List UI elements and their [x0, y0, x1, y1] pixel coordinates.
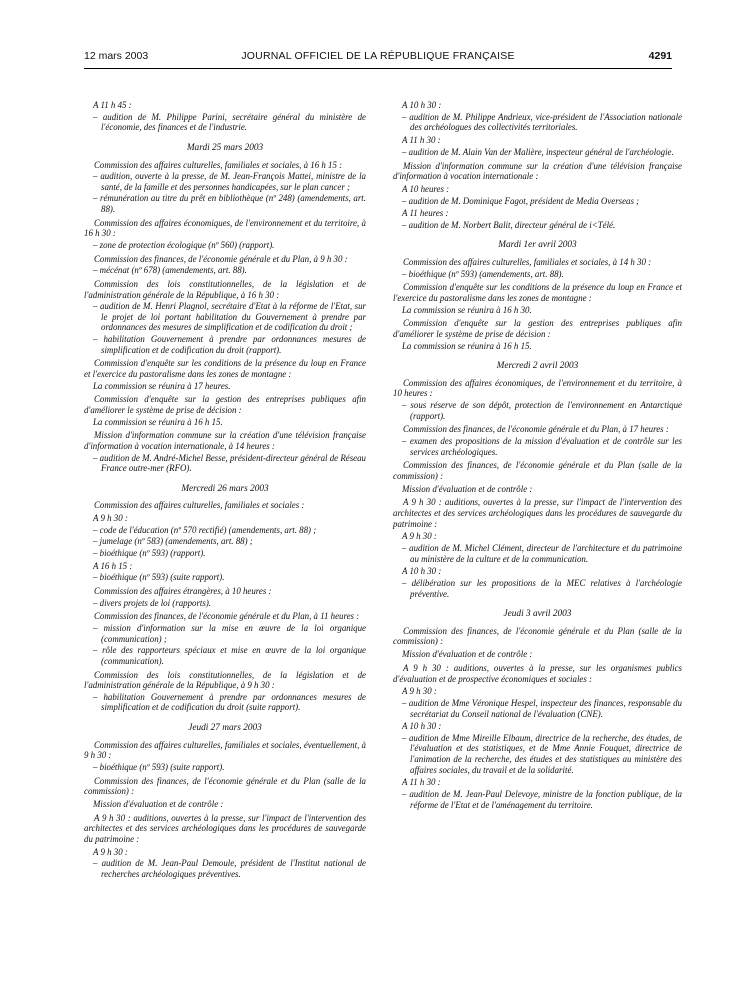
commission-paragraph: Commission d'enquête sur les conditions de la présence du loup en France et l'exercice du pastoralisme dans les zones de montagne : [393, 282, 682, 304]
commission-paragraph: A 9 h 30 : auditions, ouvertes à la presse, sur l'impact de l'intervention des architectes et des services archéologiques dans les procédures de sauvegarde du patrimoine : [393, 497, 682, 529]
time-line: A 10 heures : [402, 183, 450, 194]
commission-paragraph: Commission des affaires étrangères, à 10 heures : [94, 586, 272, 597]
agenda-line: La commission se réunira à 16 h 15. [402, 340, 532, 351]
agenda-item: – audition de M. André-Michel Besse, président-directeur général de Réseau France outre-mer (RFO). [93, 452, 366, 474]
agenda-item: – habilitation Gouvernement à prendre par ordonnances mesures de simplification et de codification du droit (suite rapport). [93, 691, 366, 713]
agenda-item: – audition de M. Henri Plagnol, secrétaire d'Etat à la réforme de l'Etat, sur le projet de loi portant habilitation du Gouvernement à prendre par ordonnances des mesures de simplification et de codification du droit ; [93, 301, 366, 333]
agenda-item: – habilitation Gouvernement à prendre par ordonnances mesures de simplification et de codification du droit (rapport). [93, 334, 366, 355]
commission-paragraph: A 9 h 30 : auditions, ouvertes à la presse, sur l'impact de l'intervention des architectes et des services archéologiques dans les procédures de sauvegarde du patrimoine : [84, 812, 366, 844]
agenda-item: – sous réserve de son dépôt, protection de l'environnement en Antarctique (rapport). [402, 399, 682, 421]
commission-paragraph: Commission des lois constitutionnelles, de la législation et de l'administration générale de la République, à 16 h 30 : [84, 279, 366, 300]
time-line: A 9 h 30 : [402, 686, 437, 697]
agenda-item: – mission d'information sur la mise en œuvre de la loi organique (communication) ; [93, 623, 366, 644]
commission-paragraph: Commission des lois constitutionnelles, de la législation et de l'administration générale de la République, à 9 h 30 : [84, 669, 366, 691]
commission-paragraph: Commission des finances, de l'économie générale et du Plan, à 11 heures : [94, 611, 360, 622]
running-header [84, 50, 672, 66]
agenda-line: La commission se réunira à 16 h 30. [402, 304, 532, 315]
header-rule [84, 68, 672, 69]
agenda-item: – audition de M. Michel Clément, directeur de l'architecture et du patrimoine au ministère de la culture et de la communication. [402, 543, 682, 564]
agenda-line: – bioéthique (nº 593) (rapport). [93, 547, 206, 558]
date-heading: Jeudi 3 avril 2003 [503, 609, 572, 620]
commission-paragraph: Commission des finances, de l'économie générale et du Plan (salle de la commission) : [393, 460, 682, 481]
time-line: A 9 h 30 : [402, 531, 437, 542]
commission-paragraph: Mission d'information commune sur la création d'une télévision française d'information à vocation internationale, à 14 heures : [84, 430, 366, 451]
commission-paragraph: Commission des finances, de l'économie générale et du Plan, à 9 h 30 : [94, 253, 348, 264]
date-heading: Mardi 1er avril 2003 [498, 240, 577, 251]
commission-paragraph: Commission des affaires culturelles, familiales et sociales, à 16 h 15 : [94, 159, 343, 170]
agenda-item: – audition de M. Philippe Andrieux, vice-président de l'Association nationale des archéologues des collectivités territoriales. [402, 111, 682, 133]
right-column [393, 98, 682, 810]
commission-paragraph: Commission d'enquête sur la gestion des entreprises publiques afin d'améliorer le système de prise de décision : [393, 318, 682, 339]
agenda-line: – mécénat (nº 678) (amendements, art. 88). [93, 265, 247, 276]
agenda-item: – audition de Mme Mireille Elbaum, directrice de la recherche, des études, de l'évaluation et des statistiques, et de Mme Annie Fouquet, directrice de l'animation de la recherche, des études et des statistiques au ministère des affaires sociales, du travail et de la solidarité. [402, 732, 682, 775]
date-heading: Mercredi 2 avril 2003 [496, 361, 579, 372]
header-date: 12 mars 2003 [84, 50, 149, 62]
time-line: A 11 heures : [402, 208, 449, 219]
agenda-item: – audition de M. Norbert Balit, directeur général de i<Télé. [402, 219, 616, 230]
commission-paragraph: A 9 h 30 : auditions, ouvertes à la presse, sur les organismes publics d'évaluation et de prospective économiques et sociales : [393, 662, 682, 684]
commission-paragraph: Commission des affaires économiques, de l'environnement et du territoire, à 16 h 30 : [84, 217, 366, 239]
commission-paragraph: Commission d'enquête sur les conditions de la présence du loup en France et l'exercice du pastoralisme dans les zones de montagne : [84, 358, 366, 379]
agenda-item: – audition de M. Alain Van der Malière, inspecteur général de l'archéologie. [402, 146, 674, 157]
agenda-line: – bioéthique (nº 593) (suite rapport). [93, 572, 225, 583]
left-column [84, 98, 366, 879]
agenda-item: – audition de M. Jean-Paul Demoule, président de l'Institut national de recherches archéologiques préventives. [93, 858, 366, 879]
date-heading: Mercredi 26 mars 2003 [181, 483, 269, 494]
agenda-item: – audition de M. Jean-Paul Delevoye, ministre de la fonction publique, de la réforme de l'Etat et de l'aménagement du territoire. [402, 789, 682, 810]
agenda-line: – zone de protection écologique (nº 560) (rapport). [93, 239, 275, 250]
time-line: A 11 h 30 : [402, 777, 441, 788]
agenda-item: – audition de M. Dominique Fagot, président de Media Overseas ; [402, 195, 640, 206]
agenda-line: – bioéthique (nº 593) (suite rapport). [93, 761, 225, 772]
agenda-line: – code de l'éducation (nº 570 rectifié) (amendements, art. 88) ; [93, 524, 317, 535]
time-line: Mission d'évaluation et de contrôle : [402, 483, 533, 494]
time-line: A 11 h 30 : [402, 135, 441, 146]
time-line: A 10 h 30 : [402, 721, 442, 732]
date-heading: Mardi 25 mars 2003 [186, 142, 264, 153]
agenda-item: – délibération sur les propositions de la MEC relatives à l'archéologie préventive. [402, 578, 682, 599]
time-line: A 9 h 30 : [93, 513, 128, 524]
commission-paragraph: Commission des affaires culturelles, familiales et sociales, à 14 h 30 : [403, 257, 652, 268]
agenda-item: – audition de M. Philippe Parini, secrétaire général du ministère de l'économie, des finances et de l'industrie. [93, 111, 366, 133]
agenda-item: – audition, ouverte à la presse, de M. Jean-François Mattei, ministre de la santé, de la famille et des personnes handicapées, sur le plan cancer ; [93, 171, 366, 192]
commission-paragraph: Commission des affaires culturelles, familiales et sociales, éventuellement, à 9 h 30 : [84, 739, 366, 761]
commission-paragraph: Commission des finances, de l'économie générale et du Plan (salle de la commission) : [84, 775, 366, 797]
time-line: Mission d'évaluation et de contrôle : [402, 649, 533, 660]
time-line: A 16 h 15 : [93, 560, 133, 571]
journal-title: JOURNAL OFFICIEL DE LA RÉPUBLIQUE FRANÇAISE [241, 50, 515, 62]
agenda-line: La commission se réunira à 16 h 15. [93, 416, 223, 427]
commission-paragraph: Commission d'enquête sur la gestion des entreprises publiques afin d'améliorer le système de prise de décision : [84, 394, 366, 415]
agenda-item: – examen des propositions de la mission d'évaluation et de contrôle sur les services archéologiques. [402, 435, 682, 457]
commission-paragraph: Commission des finances, de l'économie générale et du Plan (salle de la commission) : [393, 625, 682, 647]
date-heading: Jeudi 27 mars 2003 [188, 722, 262, 733]
agenda-item: – rôle des rapporteurs spéciaux et mise en œuvre de la loi organique (communication). [93, 645, 366, 666]
agenda-line: – jumelage (nº 583) (amendements, art. 88) ; [93, 536, 253, 547]
agenda-line: – bioéthique (nº 593) (amendements, art. 88). [402, 268, 564, 279]
agenda-item: – audition de Mme Véronique Hespel, inspecteur des finances, responsable du secrétariat du Conseil national de l'évaluation (CNE). [402, 697, 682, 719]
time-line: Mission d'évaluation et de contrôle : [93, 798, 224, 809]
time-line: A 10 h 30 : [402, 566, 442, 577]
agenda-line: La commission se réunira à 17 heures. [93, 380, 231, 391]
commission-paragraph: Commission des affaires culturelles, familiales et sociales : [94, 500, 305, 511]
time-line: A 10 h 30 : [402, 100, 442, 111]
commission-paragraph: Commission des affaires économiques, de l'environnement et du territoire, à 10 heures : [393, 377, 682, 399]
agenda-line: – divers projets de loi (rapports). [93, 597, 211, 608]
time-line: A 11 h 45 : [93, 100, 132, 111]
commission-paragraph: Mission d'information commune sur la création d'une télévision française d'information à vocation internationale : [393, 160, 682, 182]
commission-paragraph: Commission des finances, de l'économie générale et du Plan, à 17 heures : [403, 424, 669, 435]
time-line: A 9 h 30 : [93, 846, 128, 857]
page-number: 4291 [648, 50, 672, 62]
agenda-item: – rémunération au titre du prêt en bibliothèque (nº 248) (amendements, art. 88). [93, 193, 366, 214]
